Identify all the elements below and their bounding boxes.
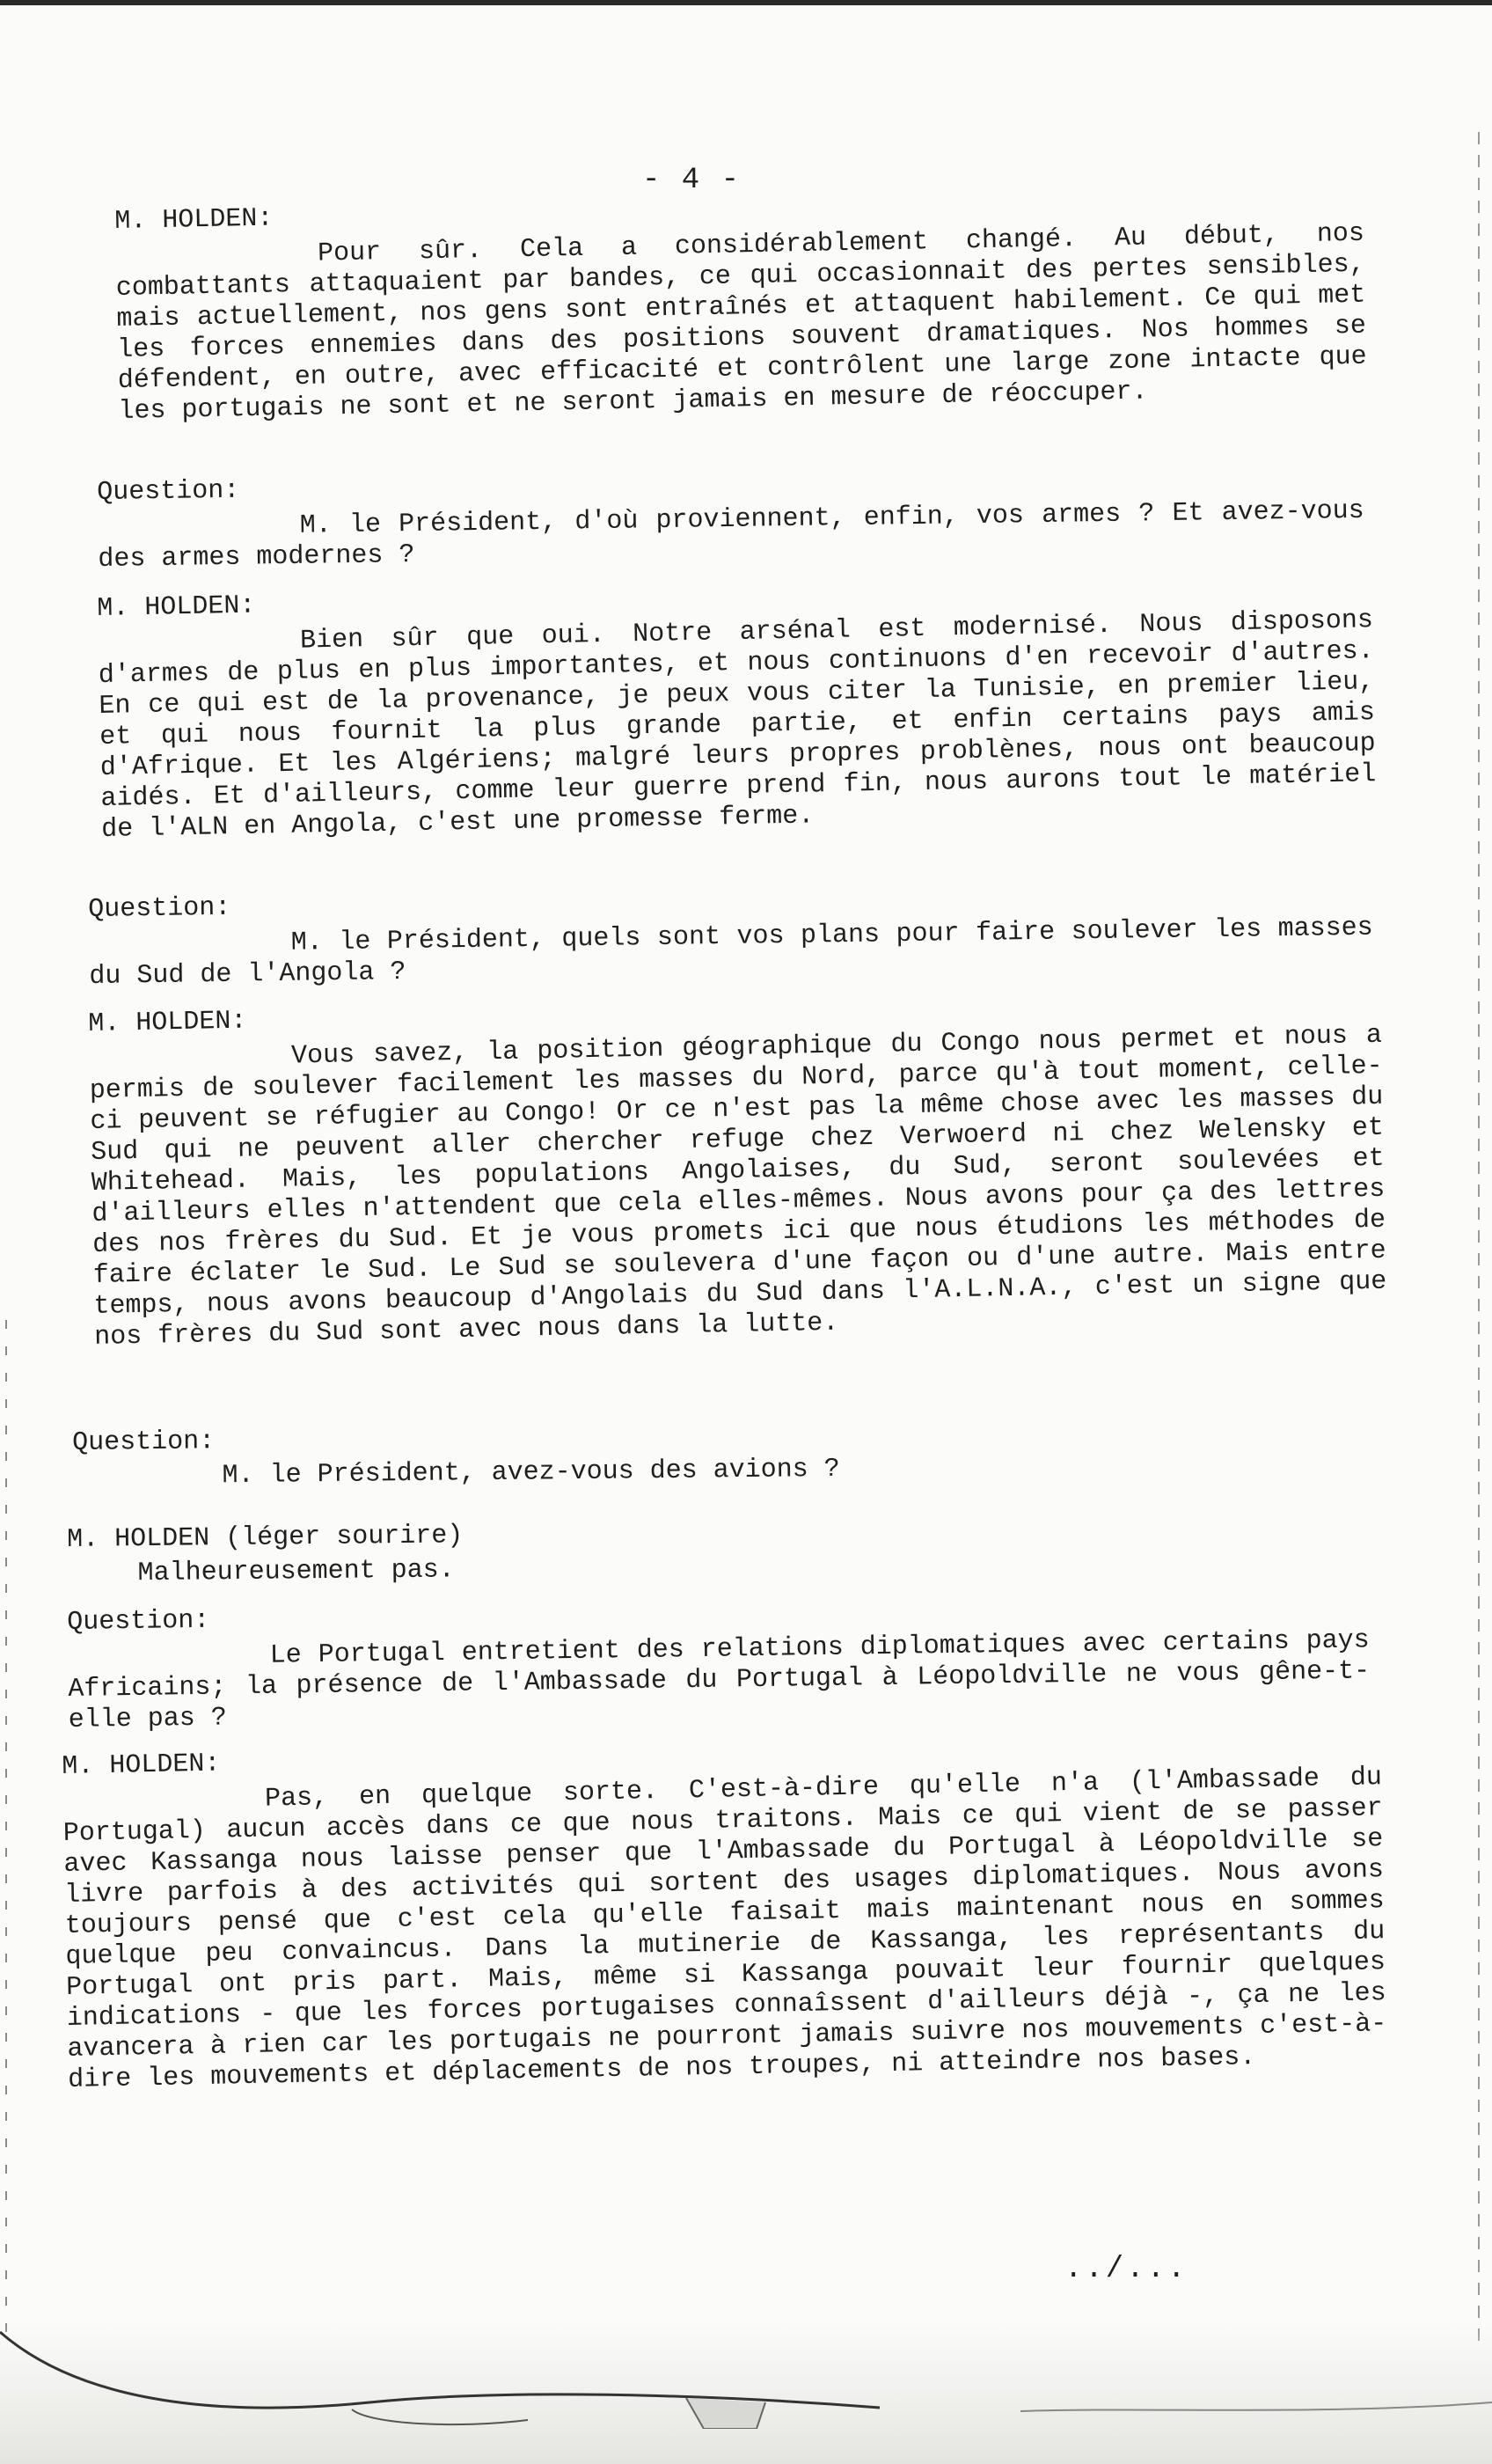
answer-text: Vous savez, la position géographique du Congo nous permet et nous a permis de soulever facilement les masses du Nord, parce qu'à tout moment, celle-ci peuvent se réfugier au Congo! Or ce n'est pas la même chose avec les masses du Sud qui ne peuvent aller chercher refuge chez Verwoerd ni chez Welensky et Whitehead. Mais, les populations Angolaises, du Sud, seront soulevées et d'ailleurs elles n'attendent que cela elles-mêmes. Nous avons pour ça des lettres des nos frères du Sud. Et je vous promets ici que nous étudions les méthodes de faire éclater le Sud. Le Sud se soulevera d'une façon ou d'une autre. Mais entre temps, nous avons beaucoup d'Angolais du Sud dans l'A.L.N.A., c'est un signe que nos frères du Sud sont avec nous dans la lutte. (89, 1020, 1387, 1353)
speaker-label: M. HOLDEN: (88, 1006, 247, 1039)
speaker-label: Question: (67, 1605, 210, 1638)
section-question-1 (97, 458, 1364, 576)
left-margin-marks (5, 1320, 7, 2332)
section-holden-1 (114, 180, 1368, 428)
paper-curl-decoration (0, 2297, 1492, 2429)
speaker-label: M. HOLDEN: (114, 203, 274, 237)
question-text: M. le Président, d'où proviennent, enfin, vos armes ? Et avez-vous des armes modernes ? (98, 495, 1364, 575)
speaker-label: M. HOLDEN: (97, 590, 256, 624)
answer-text: Malheureusement pas. (137, 1555, 455, 1589)
section-question-4 (67, 1587, 1371, 1736)
page-number: - 4 - (642, 164, 742, 197)
section-question-2 (88, 875, 1373, 993)
section-holden-2 (97, 567, 1377, 846)
speaker-label: M. HOLDEN (léger sourire) (67, 1521, 464, 1555)
speaker-label: Question: (97, 475, 240, 508)
section-holden-4 (67, 1509, 1370, 1591)
section-holden-5 (62, 1724, 1387, 2096)
question-text: Le Portugal entretient des relations diplomatiques avec certains pays Africains; la présence de l'Ambassade du Portugal à Léopoldville ne vous gêne-t-elle pas ? (68, 1625, 1371, 1735)
answer-text: Pas, en quelque sorte. C'est-à-dire qu'elle n'a (l'Ambassade du Portugal) aucun accès dans ce que nous traitons. Mais ce qui vient de se passer avec Kassanga nous laisse penser que l'Ambassade du Portugal à Léopoldville se livre parfois à des activités qui sortent des usages diplomatiques. Nous avons toujours pensé que c'est cela qu'elle faisait mais maintenant nous en sommes quelque peu convaincus. Dans la mutinerie de Kassanga, les représentants du Portugal ont pris part. Mais, même si Kassanga pouvait leur fournir quelques indications - que les forces portugaises connaîssent d'ailleurs déjà -, ça ne les avancera à rien car les portugais ne pourront jamais suivre nos mouvements c'est-à-dire les mouvements et déplacements de nos troupes, ni atteindre nos bases. (62, 1763, 1387, 2095)
speaker-label: Question: (88, 892, 231, 925)
question-text: M. le Président, quels sont vos plans pour faire soulever les masses du Sud de l'Angola ? (89, 913, 1373, 992)
speaker-label: M. HOLDEN: (62, 1749, 221, 1782)
speaker-label: Question: (72, 1426, 216, 1458)
top-border (0, 0, 1492, 5)
answer-text: Pour sûr. Cela a considérablement changé. Au début, nos combattants attaquaient par bandes, ce qui occasionnait des pertes sensibles, mais actuellement, nos gens sont entraînés et attaquent habilement. Ce qui met les forces ennemies dans des positions souvent dramatiques. Nos hommes se défendent, en outre, avec efficacité et contrôlent une large zone intacte que les portugais ne sont et ne seront jamais en mesure de réoccuper. (115, 218, 1367, 427)
section-holden-3 (88, 982, 1387, 1353)
question-text: M. le Président, avez-vous des avions ? (222, 1454, 840, 1492)
right-margin-marks (1478, 132, 1480, 2350)
section-question-3 (72, 1412, 1375, 1494)
answer-text: Bien sûr que oui. Notre arsénal est modernisé. Nous disposons d'armes de plus en plus importantes, et nous continuons d'en recevoir d'autres. En ce qui est de la provenance, je peux vous citer la Tunisie, en premier lieu, et qui nous fournit la plus grande partie, et enfin certains pays amis d'Afrique. Et les Algériens; malgré leurs propres problènes, nous ont beaucoup aidés. Et d'ailleurs, comme leur guerre prend fin, nous aurons tout le matériel de l'ALN en Angola, c'est une promesse ferme. (98, 605, 1377, 845)
continuation-mark: ../... (1064, 2253, 1188, 2286)
